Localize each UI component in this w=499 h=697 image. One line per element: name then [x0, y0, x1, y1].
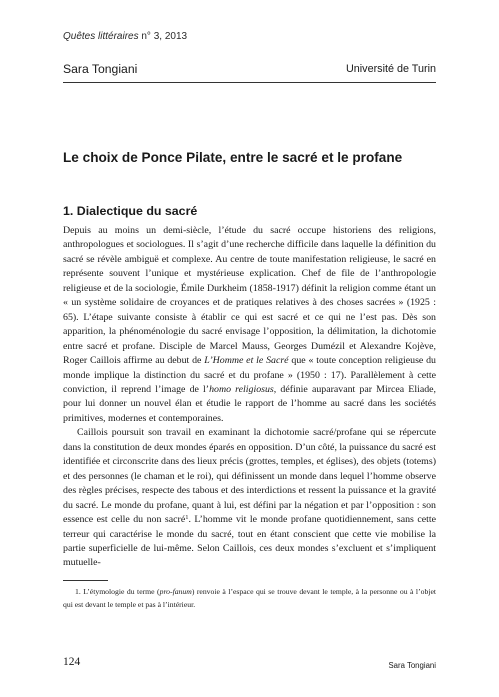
book-title: L’Homme et le Sacré — [204, 355, 289, 367]
author-affiliation: Université de Turin — [345, 63, 436, 75]
footnote-text-b: ) renvoie à l’espace qui se trouve devant le temple, à la personne ou à l’objet qui est devant le temple et pas à l’intérieur. — [63, 587, 437, 609]
running-footer-author: Sara Tongiani — [388, 661, 436, 670]
journal-reference — [63, 31, 187, 42]
body-text — [63, 224, 436, 571]
author-name: Sara Tongiani — [63, 62, 138, 76]
footnote-reference[interactable]: 1 — [185, 514, 189, 522]
journal-title: Quêtes littéraires — [63, 31, 139, 42]
footnote-text-a: 1. L’étymologie du terme ( — [75, 587, 160, 596]
paragraph-1-text-a: Depuis au moins un demi-siècle, l’étude du sacré occupe historiens des religions, anthropologues et sociologues. Il s’agit d’une recherche difficile dans laquelle la définition du sacré se révèle ambiguë et complexe. Au centre de toute manifestation religieuse, le sacré en représente souvent l’unique et mystérieuse explication. Chef de file de l’anthropologie religieuse et de la sociologie, Émile Durkheim (1858-1917) définit la religion comme étant un « un système solidaire de croyances et de pratiques relatives à des choses sacrées » (1925 : 65). L’étape suivante consiste à établir ce qui est sacré et ce qui ne l’est pas. Dès son apparition, la phénoménologie du sacré envisage l’opposition, la délimitation, la dichotomie entre sacré et profane. Disciple de Marcel Mauss, Georges Dumézil et Alexandre Kojève, Roger Caillois affirme au debut de — [63, 225, 436, 367]
header-divider — [63, 82, 436, 83]
paragraph-1-text-c: , définie auparavant par Mircea Eliade, pour lui donner un nouvel élan et étudie le rapport de l’homme au sacré dans les sociétés primitives, modernes et contemporaines. — [63, 383, 436, 424]
footnote — [63, 586, 436, 612]
footnote-term: pro-fanum — [159, 587, 192, 596]
journal-issue: n° 3, 2013 — [138, 31, 188, 42]
section-title: 1. Dialectique du sacré — [63, 204, 198, 218]
page-number: 124 — [63, 656, 81, 668]
article-title: Le choix de Ponce Pilate, entre le sacré et le profane — [63, 150, 403, 165]
latin-term: homo religiosus — [209, 383, 274, 395]
paragraph-1-text-b: que « toute conception religieuse du monde implique la distinction du sacré et du profane » (1950 : 17). Parallèlement à cette conviction, il reprend l’image de l’ — [63, 355, 436, 395]
paragraph-2 — [63, 426, 436, 571]
footnote-divider — [63, 580, 108, 581]
paragraph-2-text-b: . L’homme vit le monde profane quotidiennement, sans cette terreur qui caractérise le monde du sacré, tout en étant conscient que cette vie mobilise la partie superficielle de lui-même. Selon Caillois, ces deux mondes s’excluent et s’impliquent mutuelle- — [63, 514, 436, 569]
author-row — [63, 62, 436, 78]
paragraph-1 — [63, 224, 436, 426]
paragraph-2-text-a: Caillois poursuit son travail en examinant la dichotomie sacré/profane qui se répercute dans la constitution de deux mondes éparés en opposition. D’un côté, la puissance du sacré est identifiée et circonscrite dans des lieux précis (grottes, temples, et églises), des objets (totems) et des personnes (le chaman et le roi), qui définissent un monde dans lequel l’homme observe des règles précises, respecte des tabous et des interdictions et ressent la puissance et la gravité du sacré. Le monde du profane, quant à lui, est défini par la négation et par l’opposition : son essence est celle du non sacré — [63, 427, 436, 526]
